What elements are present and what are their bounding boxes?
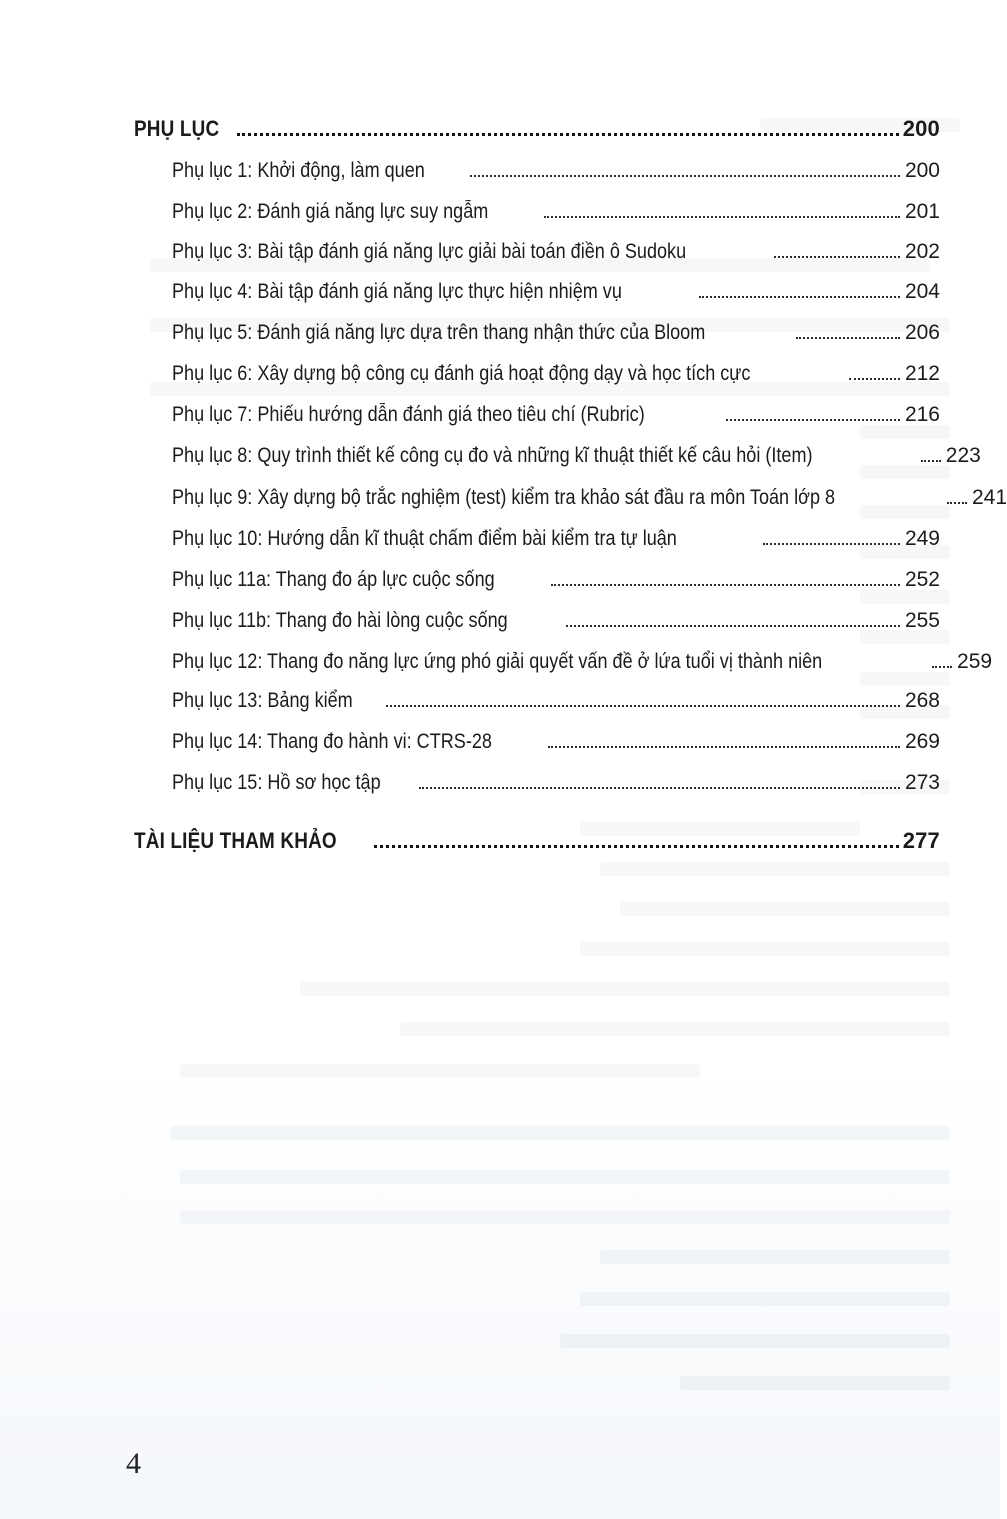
toc-entry-title: Phụ lục 9: Xây dựng bộ trắc nghiệm (test) kiểm tra khảo sát đầu ra môn Toán lớp 8 [172,486,836,509]
toc-page-number: 216 [904,403,940,426]
dot-leader [947,501,967,504]
toc-entry [134,313,940,343]
dot-leader [237,132,899,136]
toc-entry-title: Phụ lục 3: Bài tập đánh giá năng lực giải bài toán điền ô Sudoku [172,240,687,263]
toc-entry [134,681,940,711]
toc-page-number: 252 [904,568,940,591]
toc-entry [134,560,940,590]
toc-page-number: 204 [904,280,940,303]
toc-entry [134,478,1007,509]
toc-entry-title: Phụ lục 14: Thang đo hành vi: CTRS-28 [172,730,492,753]
toc-entry [134,354,940,384]
toc-section-title: TÀI LIỆU THAM KHẢO [134,828,337,853]
dot-leader [932,665,952,668]
toc-page-number: 241 [971,486,1007,509]
toc-entry [134,395,940,425]
toc-page-number: 212 [904,362,940,385]
toc-entry-title: Phụ lục 5: Đánh giá năng lực dựa trên thang nhận thức của Bloom [172,321,706,344]
toc-entry [134,232,940,262]
toc-section-title: PHỤ LỤC [134,116,220,141]
toc-entry [134,722,940,752]
dot-leader [470,174,900,177]
toc-entry-title: Phụ lục 15: Hồ sơ học tập [172,771,381,794]
toc-entry [134,519,940,549]
dot-leader [763,542,900,545]
dot-leader [548,745,900,748]
toc-page-number: 268 [904,689,940,712]
toc-entry [134,601,940,631]
toc-entry [134,272,940,302]
dot-leader [796,336,900,339]
toc-page-number: 249 [904,527,940,550]
dot-leader [699,295,900,298]
toc-entry-title: Phụ lục 12: Thang đo năng lực ứng phó giải quyết vấn đề ở lứa tuổi vị thành niên [172,650,823,673]
toc-page-number: 200 [902,116,940,141]
dot-leader [386,704,900,707]
toc-entry-title: Phụ lục 13: Bảng kiểm [172,689,353,712]
toc-entry-title: Phụ lục 6: Xây dựng bộ công cụ đánh giá hoạt động dạy và học tích cực [172,362,751,385]
dot-leader [419,786,900,789]
dot-leader [374,844,899,848]
toc-entry [134,763,940,793]
toc-entry [134,436,981,467]
toc-entry-title: Phụ lục 10: Hướng dẫn kĩ thuật chấm điểm bài kiểm tra tự luận [172,527,677,550]
toc-page-number: 206 [904,321,940,344]
dot-leader [849,377,900,380]
toc-section-references [134,822,940,852]
toc-page-number: 201 [904,200,940,223]
dot-leader [774,255,900,258]
page-number: 4 [126,1447,141,1480]
dot-leader [551,583,900,586]
toc-page-number: 255 [904,609,940,632]
toc-page-number: 202 [904,240,940,263]
toc-entry-title: Phụ lục 7: Phiếu hướng dẫn đánh giá theo tiêu chí (Rubric) [172,403,645,426]
toc-entry-title: Phụ lục 11a: Thang đo áp lực cuộc sống [172,568,495,591]
toc-page-number: 269 [904,730,940,753]
toc-entry [134,642,993,673]
toc-entry-title: Phụ lục 8: Quy trình thiết kế công cụ đo và những kĩ thuật thiết kế câu hỏi (Item) [172,444,813,467]
toc-page-number: 273 [904,771,940,794]
dot-leader [921,459,941,462]
toc-entry [134,192,940,222]
dot-leader [726,418,900,421]
toc-page-number: 277 [902,828,940,853]
toc-page-number: 259 [957,650,993,673]
dot-leader [566,624,900,627]
toc-page-number: 200 [904,159,940,182]
toc-entry-title: Phụ lục 1: Khởi động, làm quen [172,159,425,182]
toc-entry-title: Phụ lục 4: Bài tập đánh giá năng lực thực hiện nhiệm vụ [172,280,622,303]
toc-entry [134,151,940,181]
dot-leader [544,215,900,218]
toc-section-appendix [134,110,940,140]
toc-page-number: 223 [945,444,981,467]
toc-entry-title: Phụ lục 11b: Thang đo hài lòng cuộc sống [172,609,508,632]
toc-entry-title: Phụ lục 2: Đánh giá năng lực suy ngẫm [172,200,489,223]
